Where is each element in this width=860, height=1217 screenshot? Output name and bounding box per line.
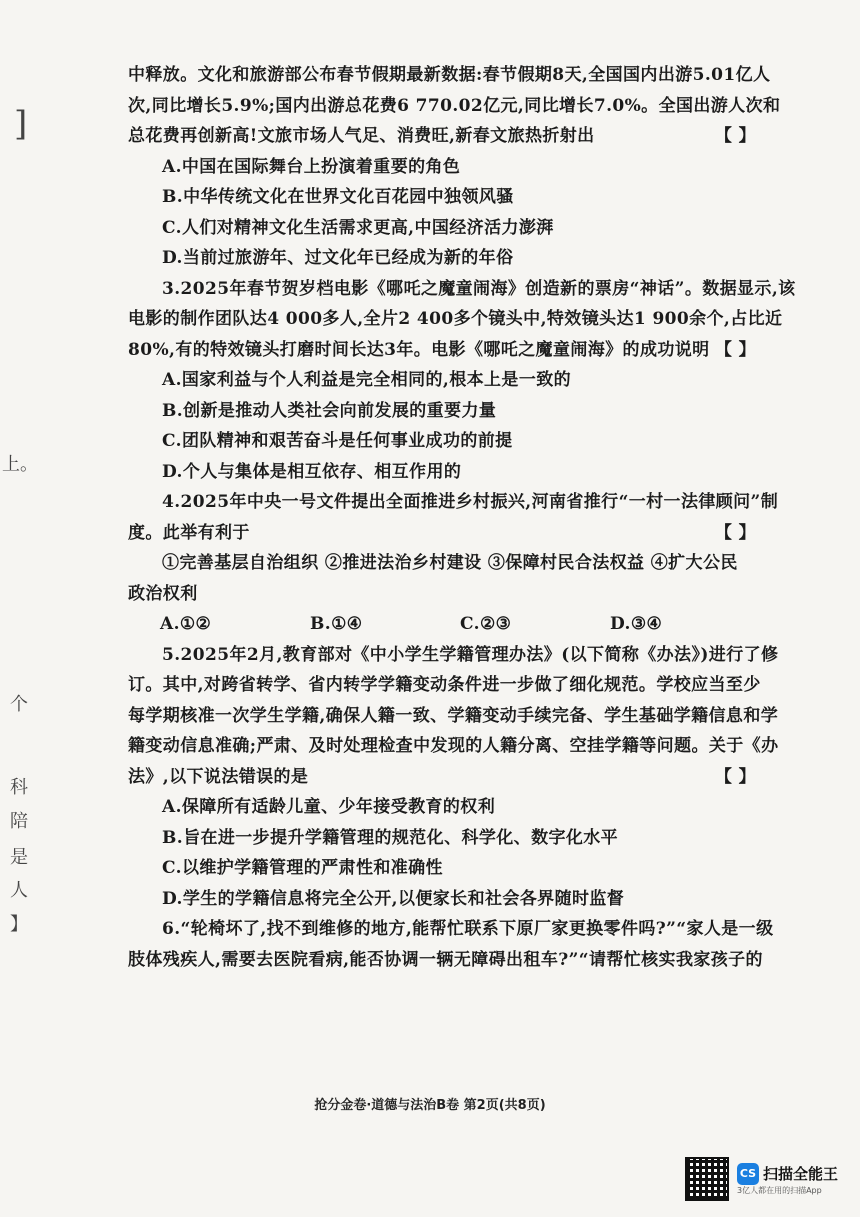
q5-stem-line: 订。其中,对跨省转学、省内转学学籍变动条件进一步做了细化规范。学校应当至少 (128, 675, 761, 695)
q4-stem-line: 4.2025年中央一号文件提出全面推进乡村振兴,河南省推行“一村一法律顾问”制 (162, 492, 779, 512)
q3-stem-line (128, 335, 768, 366)
q4-choice-d: D.③④ (610, 614, 663, 634)
q5-stem-line: 每学期核准一次学生学籍,确保人籍一致、学籍变动手续完备、学生基础学籍信息和学 (128, 705, 779, 726)
watermark-subtitle: 3亿人都在用的扫描App (736, 1185, 822, 1195)
answer-bracket: 【 】 (714, 126, 756, 146)
q4-stem-line (128, 518, 768, 549)
margin-text: 是 (10, 847, 28, 868)
q4-stem-text: 度。此举有利于 (128, 522, 250, 543)
margin-text: 个 (10, 694, 28, 715)
q2-option-c: C.人们对精神文化生活需求更高,中国经济活力澎湃 (162, 217, 554, 238)
q3-option-d: D.个人与集体是相互依存、相互作用的 (162, 461, 462, 482)
q4-choice-b: B.①④ (310, 614, 363, 634)
margin-bracket: ] (14, 104, 28, 144)
answer-bracket: 【 】 (714, 766, 756, 787)
watermark-title-row (737, 1163, 838, 1185)
answer-bracket: 【 】 (714, 522, 756, 543)
margin-text: 上。 (2, 454, 38, 475)
q3-option-a: A.国家利益与个人利益是完全相同的,根本上是一致的 (162, 370, 572, 390)
q5-stem-line: 5.2025年2月,教育部对《中小学生学籍管理办法》(以下简称《办法》)进行了修 (162, 644, 779, 665)
q5-stem-text: 法》,以下说法错误的是 (128, 766, 309, 787)
q6-stem-line: 6.“轮椅坏了,找不到维修的地方,能帮忙联系下原厂家更换零件吗?”“家人是一级 (162, 919, 774, 939)
q3-stem-line: 电影的制作团队达4 000多人,全片2 400多个镜头中,特效镜头达1 900余个,占比近 (128, 309, 783, 329)
q3-option-c: C.团队精神和艰苦奋斗是任何事业成功的前提 (162, 431, 513, 451)
margin-text: 人 (10, 880, 28, 901)
q4-statements: ①完善基层自治组织 ②推进法治乡村建设 ③保障村民合法权益 ④扩大公民 (162, 553, 738, 573)
q4-choice-c: C.②③ (460, 614, 512, 634)
q5-option-c: C.以维护学籍管理的严肃性和准确性 (162, 858, 443, 878)
camscanner-logo-icon: CS (737, 1163, 759, 1185)
q5-stem-line: 籍变动信息准确;严肃、及时处理检查中发现的人籍分离、空挂学籍等问题。关于《办 (128, 736, 779, 756)
margin-text: 科 (10, 777, 28, 798)
answer-bracket: 【 】 (714, 339, 756, 360)
watermark-text (737, 1163, 838, 1196)
q2-stem-text: 总花费再创新高!文旅市场人气足、消费旺,新春文旅热折射出 (128, 126, 595, 146)
q2-option-b: B.中华传统文化在世界文化百花园中独领风骚 (162, 187, 514, 207)
watermark-title: 扫描全能王 (762, 1165, 838, 1183)
margin-text: 】 (10, 914, 28, 935)
q5-stem-line (128, 762, 768, 793)
question-content (128, 60, 796, 975)
q5-option-b: B.旨在进一步提升学籍管理的规范化、科学化、数字化水平 (162, 827, 619, 848)
q3-stem-line: 3.2025年春节贺岁档电影《哪吒之魔童闹海》创造新的票房“神话”。数据显示,该 (162, 278, 796, 299)
q2-stem-line: 中释放。文化和旅游部公布春节假期最新数据:春节假期8天,全国国内出游5.01亿人 (128, 65, 771, 85)
left-margin-fragments (0, 0, 60, 1100)
qr-code-icon (685, 1157, 729, 1201)
margin-text: 陪 (10, 811, 28, 832)
page-footer: 抢分金卷·道德与法治B卷 第2页(共8页) (314, 1098, 546, 1113)
q2-option-a: A.中国在国际舞台上扮演着重要的角色 (162, 156, 461, 177)
scanner-watermark (685, 1157, 838, 1201)
q6-stem-line: 肢体残疾人,需要去医院看病,能否协调一辆无障碍出租车?”“请帮忙核实我家孩子的 (128, 949, 763, 970)
q4-choice-a: A.①② (160, 614, 212, 634)
q4-choices (128, 609, 768, 640)
q4-statements-cont: 政治权利 (128, 583, 198, 604)
q2-stem-line (128, 121, 768, 152)
q5-option-a: A.保障所有适龄儿童、少年接受教育的权利 (162, 797, 496, 817)
q5-option-d: D.学生的学籍信息将完全公开,以便家长和社会各界随时监督 (162, 888, 625, 909)
q2-stem-line: 次,同比增长5.9%;国内出游总花费6 770.02亿元,同比增长7.0%。全国出游人次和 (128, 95, 781, 116)
q2-option-d: D.当前过旅游年、过文化年已经成为新的年俗 (162, 248, 514, 268)
q3-option-b: B.创新是推动人类社会向前发展的重要力量 (162, 400, 497, 421)
q3-stem-text: 80%,有的特效镜头打磨时间长达3年。电影《哪吒之魔童闹海》的成功说明 (128, 339, 710, 360)
